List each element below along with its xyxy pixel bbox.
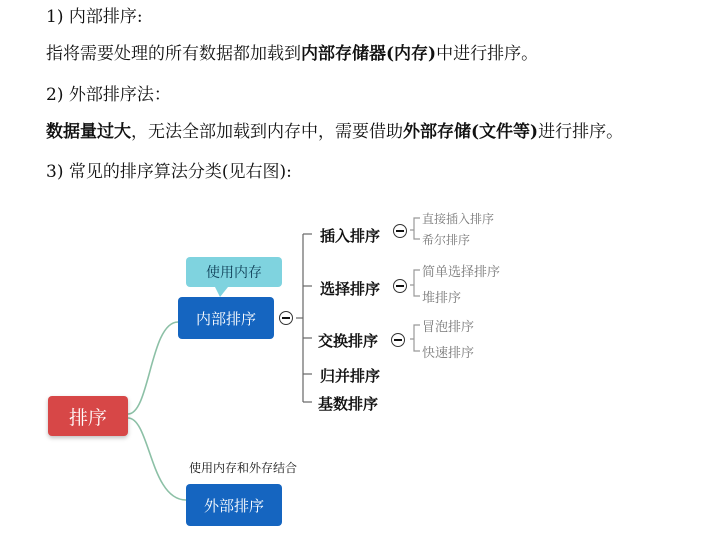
leaf-simple-select[interactable]: 简单选择排序 [422,265,501,280]
internal-desc-post: 中进行排序。 [436,44,539,64]
external-desc-mid: ，无法全部加载到内存中，需要借助 [131,122,403,142]
external-sort-node[interactable]: 外部排序 [186,484,282,526]
select-collapse-icon[interactable] [393,279,407,293]
line-external-desc [46,121,623,143]
line-internal-desc [46,43,538,65]
exchange-collapse-icon[interactable] [391,333,405,347]
leaf-heap[interactable]: 堆排序 [422,291,462,306]
combine-label: 使用内存和外存结合 [189,461,298,475]
leaf-shell[interactable]: 希尔排序 [422,233,471,247]
insert-collapse-icon[interactable] [393,224,407,238]
internal-desc-bold: 内部存储器(内存) [301,44,437,64]
internal-sort-node[interactable]: 内部排序 [178,297,274,339]
external-desc-bold1: 数据量过大 [46,122,131,142]
category-select[interactable]: 选择排序 [320,280,381,298]
category-radix[interactable]: 基数排序 [318,395,379,413]
memory-callout: 使用内存 [186,257,282,287]
external-desc-post: 进行排序。 [538,122,624,142]
external-desc-bold2: 外部存储(文件等) [403,122,539,142]
leaf-quick[interactable]: 快速排序 [422,346,475,361]
leaf-bubble[interactable]: 冒泡排序 [422,320,475,335]
category-merge[interactable]: 归并排序 [320,367,381,385]
internal-desc-pre: 指将需要处理的所有数据都加载到 [46,44,301,64]
category-insert[interactable]: 插入排序 [320,227,381,245]
category-exchange[interactable]: 交换排序 [318,332,379,350]
internal-collapse-icon[interactable] [279,311,293,325]
leaf-direct-insert[interactable]: 直接插入排序 [422,212,495,226]
line-internal-sort: 1) 内部排序: [46,7,143,27]
sort-mindmap [0,200,721,539]
root-sort-node[interactable]: 排序 [48,396,128,436]
line-categories: 3) 常见的排序算法分类(见右图): [46,162,292,182]
line-external-sort: 2) 外部排序法： [46,85,171,105]
